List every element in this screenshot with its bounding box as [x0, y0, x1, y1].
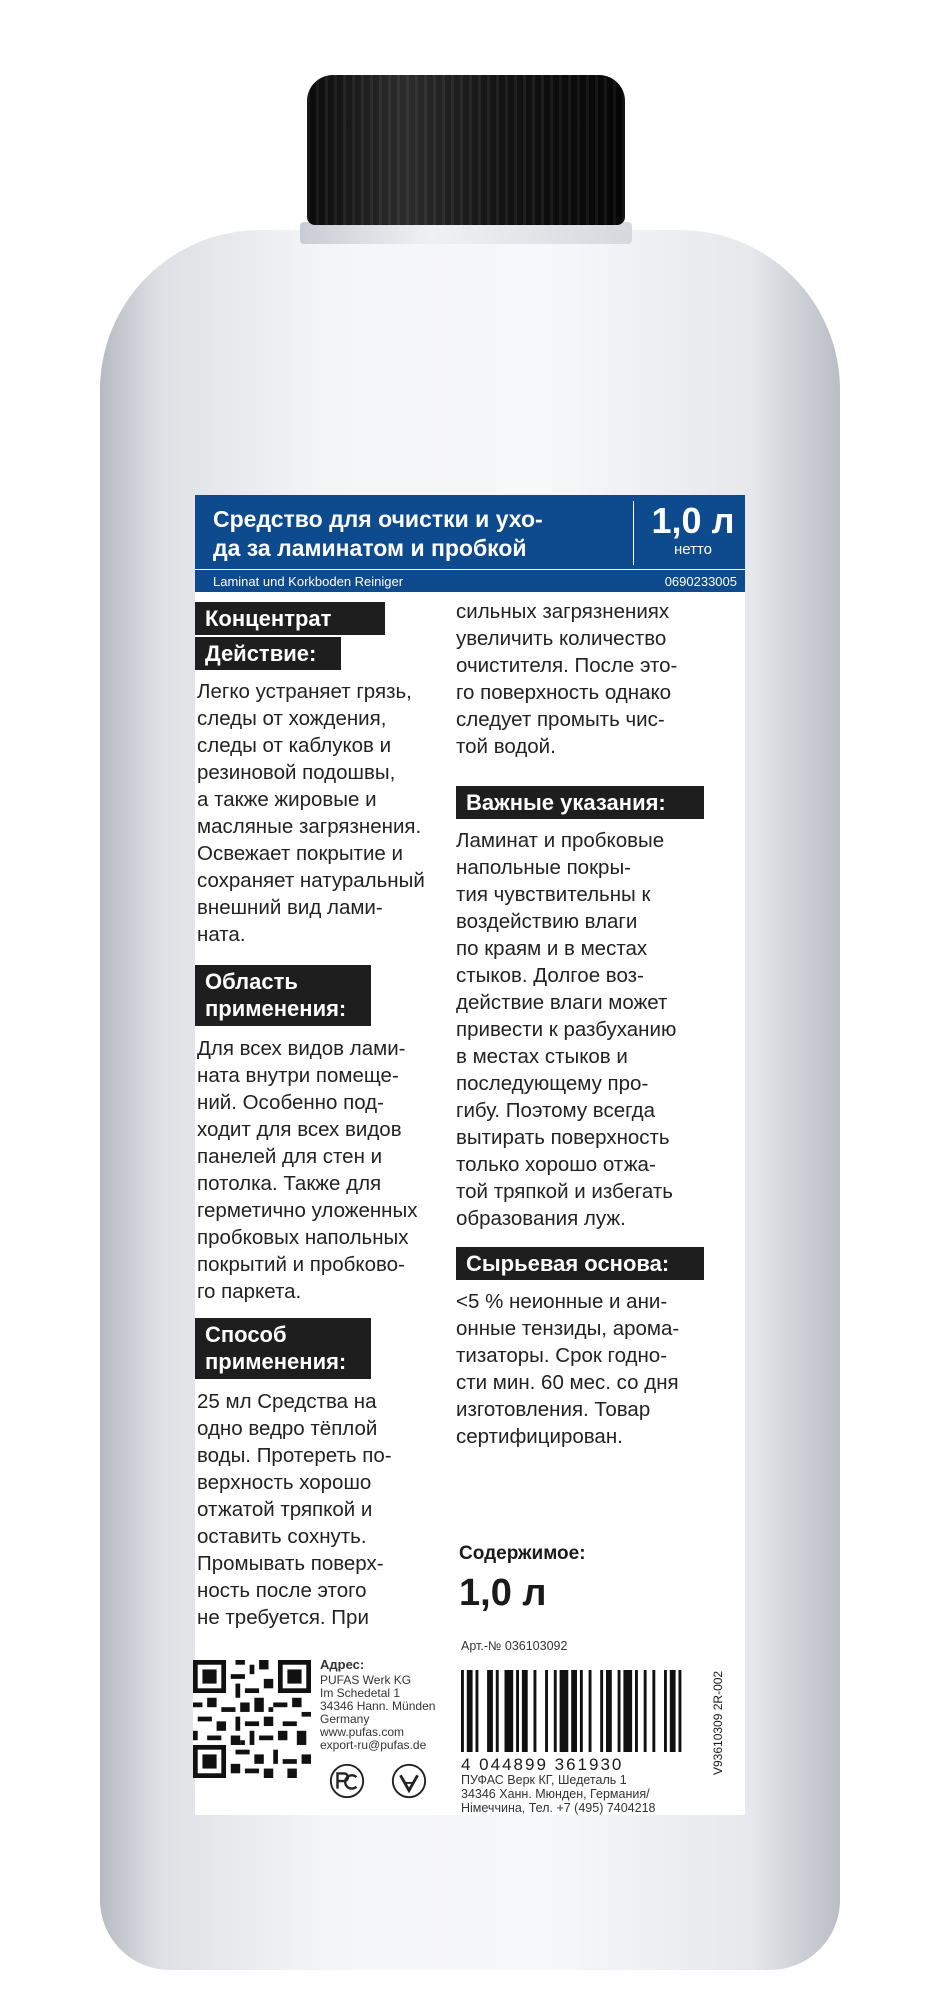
barcode-bar [487, 1670, 493, 1752]
address-heading: Адрес: [320, 1657, 365, 1672]
method-text-continued: сильных загрязнениях увеличить количество очистителя. После это- го поверхность однако следует промыть чис- той водой. [456, 600, 678, 758]
bottle-neck [300, 222, 632, 244]
barcode-bar [670, 1670, 676, 1752]
barcode-bar [589, 1670, 592, 1752]
important-heading: Важные указания: [456, 786, 704, 819]
concentrate-heading: Концентрат [195, 602, 385, 635]
ru-address: ПУФАС Верк КГ, Шедеталь 1 34346 Ханн. Мюнден, Германия/ Німеччина, Тел. +7 (495) 7404218 [461, 1773, 656, 1815]
article-number: Арт.-№ 036103092 [461, 1639, 568, 1653]
barcode-bar [664, 1670, 667, 1752]
product-title: Средство для очистки и ухо- да за ламинатом и пробкой [213, 506, 543, 561]
banner-footer [195, 569, 745, 593]
barcode-bar [522, 1670, 528, 1752]
barcode-bar [461, 1670, 464, 1752]
title-banner [195, 495, 745, 592]
barcode-bar [623, 1670, 632, 1752]
barcode-bar [545, 1670, 548, 1752]
barcode-bar [554, 1670, 557, 1752]
method-text: 25 мл Средства на одно ведро тёплой воды. Протереть по- верхность хорошо отжатой тряпкой и оставить сохнуть. Промывать поверх- ность после этого не требуется. При [197, 1390, 392, 1629]
barcode-bar [571, 1670, 577, 1752]
address-text: PUFAS Werk KG Im Schedetal 1 34346 Hann. Münden Germany www.pufas.com export-ru@pufas.de [320, 1673, 436, 1752]
barcode-bar [560, 1670, 569, 1752]
action-heading: Действие: [195, 637, 341, 670]
barcode-bar [534, 1670, 537, 1752]
banner-volume: 1,0 л [651, 500, 735, 541]
barcode-bar [606, 1670, 612, 1752]
qr-code-icon [193, 1660, 311, 1778]
raw-material-text: <5 % неионные и ани- онные тензиды, арома- тизаторы. Срок годно- сти мин. 60 мес. со дня изготовления. Товар сертифицирован. [456, 1290, 680, 1448]
method-heading: Способ применения: [195, 1318, 371, 1379]
contents-label: Содержимое: [459, 1543, 586, 1564]
banner-net-label: нетто [673, 541, 713, 558]
barcode-bar [505, 1670, 514, 1752]
area-text: Для всех видов лами- ната внутри помеще- ний. Особенно под- ходит для всех видов панелей для стен и потолка. Также для герметично уложенных пробковых напольных покрытий и пробково- го паркета. [197, 1037, 418, 1303]
barcode-bar [476, 1670, 479, 1752]
barcode-bar [618, 1670, 621, 1752]
important-text: Ламинат и пробковые напольные покры- тия чувствительны к воздействию влаги по краям и в местах стыков. Долгое воз- действие влаги может привести к разбуханию в местах стыков и последующему про- гибу. Поэтому всегда вытирать поверхность только хорошо отжа- той тряпкой и избегать образования луж. [456, 829, 677, 1230]
barcode-bar [467, 1670, 473, 1752]
vertical-code: V93610309 2R-002 [711, 1670, 725, 1775]
barcode-bar [635, 1670, 638, 1752]
barcode-bar [679, 1670, 682, 1752]
barcode-bar [580, 1670, 583, 1752]
bottle-cap [307, 75, 625, 225]
barcode-bar [600, 1670, 603, 1752]
raw-material-heading: Сырьевая основа: [456, 1247, 704, 1280]
barcode-bar [516, 1670, 519, 1752]
pct-certification-icon [328, 1762, 366, 1800]
barcode-icon [461, 1670, 693, 1752]
barcode-bar [644, 1670, 647, 1752]
area-heading: Область применения: [195, 965, 371, 1026]
barcode-bar [496, 1670, 499, 1752]
banner-divider [633, 501, 634, 565]
action-text: Легко устраняет грязь, следы от хождения, следы от каблуков и резиновой подошвы, а также жировые и масляные загрязнения. Освежает покрытие и сохраняет натуральный внешний вид лами- ната. [197, 680, 425, 946]
barcode-number: 4 044899 361930 [461, 1755, 624, 1774]
quality-mark-icon [390, 1762, 428, 1800]
contents-value: 1,0 л [459, 1572, 547, 1614]
product-code: 0690233005 [664, 574, 737, 589]
barcode-bar [652, 1670, 655, 1752]
product-subtitle-german: Laminat und Korkboden Reiniger [213, 574, 404, 589]
